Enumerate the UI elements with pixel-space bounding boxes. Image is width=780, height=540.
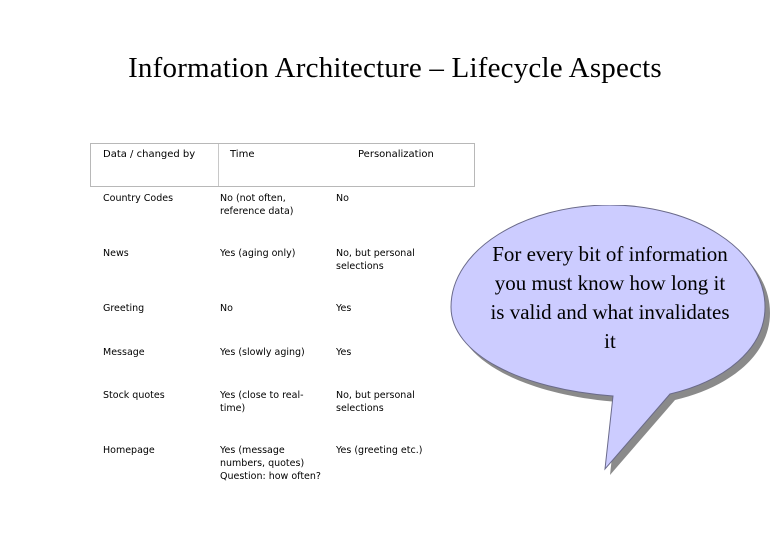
cell-data: News — [103, 248, 129, 259]
header-data: Data / changed by — [103, 149, 196, 160]
cell-data: Stock quotes — [103, 390, 165, 401]
cell-data: Message — [103, 347, 145, 358]
cell-time: Yes (close to real- time) — [220, 390, 304, 414]
table-header — [90, 143, 475, 187]
cell-time: No (not often, reference data) — [220, 193, 294, 217]
cell-personalization: Yes — [336, 347, 352, 358]
cell-data: Country Codes — [103, 193, 174, 204]
header-personalization: Personalization — [358, 149, 434, 160]
cell-personalization: No, but personal selections — [336, 390, 415, 414]
callout-text: For every bit of information you must know how long it is valid and what invalidates it — [490, 242, 730, 353]
cell-time: Yes (aging only) — [220, 248, 296, 259]
header-divider — [218, 144, 219, 186]
cell-personalization: No, but personal selections — [336, 248, 415, 272]
cell-time: Yes (message numbers, quotes) Question: how often? — [220, 445, 321, 482]
header-time: Time — [230, 149, 255, 160]
slide-title: Information Architecture – Lifecycle Aspects — [128, 52, 662, 84]
cell-data: Greeting — [103, 303, 145, 314]
cell-personalization: Yes (greeting etc.) — [336, 445, 423, 456]
cell-time: Yes (slowly aging) — [220, 347, 305, 358]
cell-personalization: No — [336, 193, 349, 204]
cell-data: Homepage — [103, 445, 155, 456]
cell-time: No — [220, 303, 233, 314]
cell-personalization: Yes — [336, 303, 352, 314]
